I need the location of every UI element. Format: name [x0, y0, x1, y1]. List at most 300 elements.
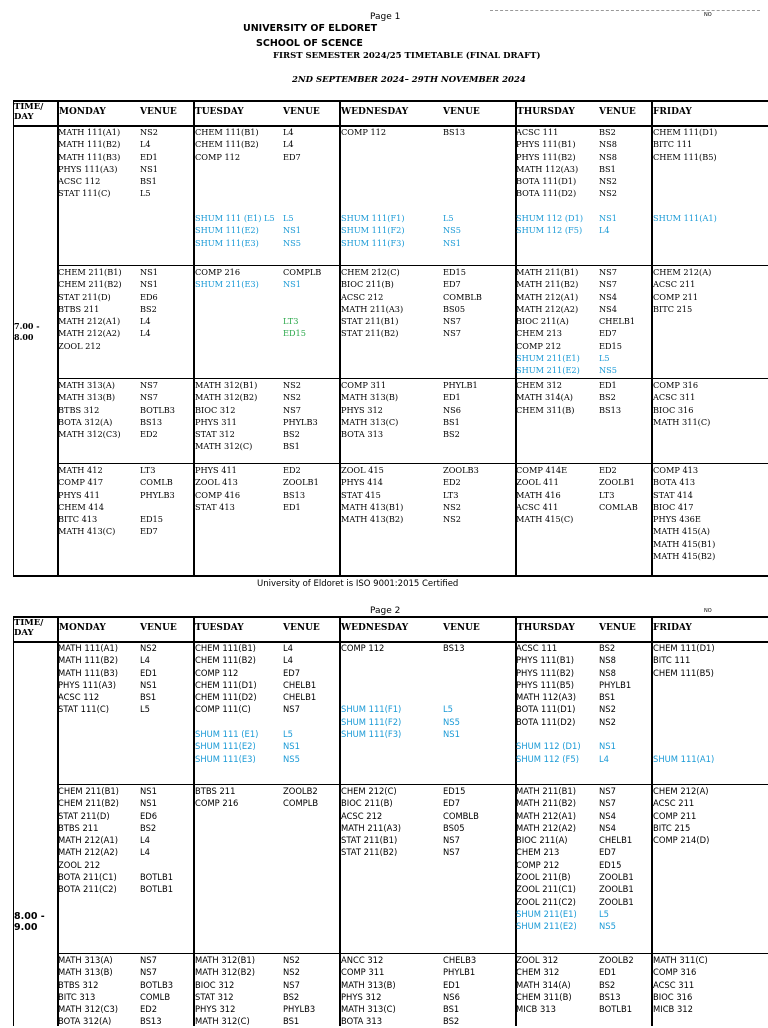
tuesday-venue: NS7	[283, 704, 300, 715]
wednesday-venue	[443, 175, 465, 187]
thursday-venue-cell	[599, 785, 634, 933]
tuesday-course: STAT 312	[195, 429, 235, 440]
thursday-venue: BS2	[599, 392, 616, 403]
wednesday-venue: BS05	[443, 303, 466, 314]
thursday-course: BOTA 111(D1)	[516, 176, 577, 187]
tuesday-venue: NS2	[283, 380, 301, 390]
venue-header: VENUE	[140, 107, 177, 117]
wednesday-venue: NS2	[443, 501, 461, 512]
tuesday-venue: L4	[283, 139, 294, 150]
thursday-venue: NS7	[599, 279, 617, 290]
monday-course: MATH 212(A2)	[58, 847, 118, 858]
footer-certification: University of Eldoret is ISO 9001:2015 Certified	[257, 579, 459, 589]
tuesday-venue: NS1	[283, 225, 301, 236]
wednesday-venue: ED7	[443, 798, 461, 809]
wednesday-venue: COMBLB	[443, 810, 479, 821]
tuesday-venue: ED2	[283, 465, 301, 475]
monday-venue: L5	[140, 704, 150, 715]
thursday-course-cell	[516, 126, 583, 237]
thursday-header: THURSDAY	[517, 623, 575, 633]
tuesday-venue: CHELB1	[283, 679, 317, 690]
wednesday-course	[341, 679, 401, 691]
thursday-venue: NS4	[599, 810, 616, 821]
wednesday-course: STAT 211(B1)	[341, 835, 398, 846]
tuesday-course: MATH 312(C)	[195, 441, 253, 452]
wednesday-venue	[443, 667, 465, 679]
wednesday-course-cell	[341, 464, 403, 525]
thursday-course: COMP 414E	[516, 465, 568, 475]
friday-course	[653, 679, 715, 691]
friday-course: ACSC 311	[653, 392, 696, 403]
wednesday-venue: LT3	[443, 489, 459, 500]
tuesday-venue-cell	[283, 954, 315, 1028]
monday-venue-cell	[140, 379, 175, 440]
tuesday-course-cell	[195, 954, 255, 1028]
thursday-venue	[599, 728, 631, 740]
wednesday-course: SHUM 111(F1)	[341, 704, 402, 715]
tuesday-header: TUESDAY	[195, 107, 244, 117]
wednesday-venue: ED2	[443, 477, 461, 488]
friday-course	[653, 163, 717, 175]
wednesday-venue: NS7	[443, 847, 460, 858]
friday-course: MATH 311(C)	[653, 416, 711, 427]
wednesday-course-cell	[341, 266, 403, 340]
monday-course: MATH 313(A)	[58, 380, 115, 390]
tuesday-course: CHEM 111(B1)	[195, 127, 259, 137]
wednesday-venue: ZOOLB3	[443, 465, 479, 475]
thursday-venue: NS1	[599, 213, 617, 224]
friday-course-cell	[653, 785, 709, 846]
venue-header: VENUE	[283, 107, 320, 117]
thursday-course: BOTA 111(D2)	[516, 716, 576, 727]
tuesday-course: COMP 112	[195, 151, 241, 162]
thursday-venue: NS7	[599, 267, 617, 277]
tuesday-course-cell	[195, 642, 258, 765]
thursday-venue: L4	[599, 753, 609, 764]
university-title: UNIVERSITY OF ELDORET	[243, 23, 378, 34]
tuesday-course: CHEM 111(D1)	[195, 679, 257, 690]
wednesday-venue	[443, 187, 465, 199]
thursday-course: MATH 212(A1)	[516, 810, 576, 821]
thursday-course: MATH 416	[516, 489, 561, 500]
thursday-venue: NS8	[599, 139, 617, 150]
wednesday-header: WEDNESDAY	[341, 107, 409, 117]
wednesday-course: SHUM 111(F2)	[341, 225, 405, 236]
thursday-course: ACSC 111	[516, 127, 559, 137]
friday-course-cell	[653, 464, 715, 562]
wednesday-venue: ED1	[443, 392, 461, 403]
monday-venue	[140, 859, 173, 871]
wednesday-course: SHUM 111(F3)	[341, 237, 405, 248]
thursday-venue: ED2	[599, 465, 617, 475]
friday-course: CHEM 111(D1)	[653, 643, 715, 653]
monday-venue-cell	[140, 642, 157, 716]
tuesday-course: MATH 312(B1)	[195, 955, 255, 965]
tuesday-venue: ED7	[283, 151, 301, 162]
thursday-venue: NS2	[599, 716, 616, 727]
thursday-course: BIOC 211(A)	[516, 316, 569, 327]
tuesday-course: COMP 112	[195, 667, 239, 678]
monday-venue: L4	[140, 139, 151, 150]
thursday-course: BIOC 211(A)	[516, 835, 568, 846]
monday-venue: BOTLB1	[140, 884, 174, 895]
wednesday-course	[341, 667, 401, 679]
friday-course: BOTA 413	[653, 477, 696, 488]
friday-course: ACSC 211	[653, 279, 696, 290]
monday-course: ACSC 112	[58, 176, 101, 187]
monday-course: MATH 111(A1)	[58, 127, 121, 137]
monday-venue: L5	[140, 188, 151, 199]
thursday-venue: BS2	[599, 643, 616, 653]
wednesday-venue: CHELB3	[443, 955, 477, 965]
wednesday-course: SHUM 111(F2)	[341, 716, 402, 727]
thursday-course: MATH 415(C)	[516, 514, 574, 525]
thursday-course: MICB 313	[516, 1004, 556, 1015]
thursday-course: MATH 212(A2)	[516, 303, 579, 314]
wednesday-course: MATH 211(A3)	[341, 303, 404, 314]
monday-venue: BS1	[140, 176, 157, 187]
monday-venue: NS1	[140, 798, 157, 809]
monday-venue: NS1	[140, 786, 157, 796]
monday-course: STAT 211(D)	[58, 291, 111, 302]
wednesday-venue: BS2	[443, 1016, 460, 1027]
thursday-venue-cell	[599, 126, 617, 237]
friday-course	[653, 728, 715, 740]
thursday-course: MATH 314(A)	[516, 979, 571, 990]
friday-course: STAT 414	[653, 489, 693, 500]
tuesday-venue: NS7	[283, 979, 300, 990]
wednesday-course: BOTA 313	[341, 1016, 383, 1027]
friday-header: FRIDAY	[653, 107, 692, 117]
wednesday-course-cell	[341, 126, 405, 249]
wednesday-course: MATH 313(C)	[341, 416, 399, 427]
venue-header: VENUE	[443, 107, 480, 117]
friday-course: COMP 316	[653, 967, 697, 978]
wednesday-venue	[443, 679, 465, 691]
friday-course: MATH 415(B1)	[653, 538, 716, 549]
thursday-course: MATH 211(B1)	[516, 786, 576, 796]
monday-venue: NS1	[140, 279, 158, 290]
thursday-venue: CHELB1	[599, 316, 636, 327]
monday-venue: ED15	[140, 514, 163, 525]
thursday-course: PHYS 111(B2)	[516, 667, 575, 678]
monday-course: MATH 111(A1)	[58, 643, 118, 653]
tuesday-course: SHUM 111(E2)	[195, 225, 259, 236]
wednesday-venue: BS05	[443, 822, 465, 833]
friday-course: PHYS 436E	[653, 514, 701, 525]
wednesday-course-cell	[341, 785, 401, 859]
timetable-page-2	[0, 600, 768, 1027]
thursday-venue: CHELB1	[599, 835, 633, 846]
wednesday-course	[341, 138, 405, 150]
friday-course-cell	[653, 126, 717, 224]
no-mark: NO	[704, 12, 712, 18]
tuesday-course: STAT 312	[195, 991, 234, 1002]
wednesday-course: COMP 311	[341, 380, 387, 390]
wednesday-venue: ED15	[443, 267, 466, 277]
monday-course: BOTA 312(A)	[58, 1016, 112, 1027]
tuesday-course: SHUM 211(E3)	[195, 279, 259, 290]
friday-course: BIOC 417	[653, 501, 694, 512]
thursday-venue	[599, 200, 617, 212]
venue-header: VENUE	[443, 623, 480, 633]
tuesday-course: MATH 312(C)	[195, 1016, 250, 1027]
monday-course: MATH 111(B2)	[58, 139, 121, 150]
wednesday-course: COMP 311	[341, 967, 385, 978]
friday-course: BIOC 316	[653, 991, 693, 1002]
thursday-course: SHUM 112 (F5)	[516, 225, 583, 236]
tuesday-course	[195, 200, 275, 212]
monday-course: BITC 413	[58, 514, 98, 525]
wednesday-course	[341, 163, 405, 175]
monday-venue: BS13	[140, 1016, 162, 1027]
monday-course: MATH 313(B)	[58, 392, 116, 403]
thursday-venue: BS1	[599, 692, 616, 703]
wednesday-venue: NS5	[443, 716, 460, 727]
tuesday-course: CHEM 111(B2)	[195, 655, 256, 666]
thursday-course: CHEM 311(B)	[516, 404, 575, 415]
tuesday-course: BIOC 312	[195, 404, 236, 415]
wednesday-venue: NS6	[443, 991, 460, 1002]
wednesday-venue: NS7	[443, 316, 461, 327]
thursday-course: BOTA 111(D1)	[516, 704, 576, 715]
wednesday-course-cell	[341, 642, 401, 740]
monday-venue: NS2	[140, 643, 157, 653]
friday-course: MATH 415(A)	[653, 526, 710, 537]
tuesday-header: TUESDAY	[195, 623, 244, 633]
friday-course	[653, 200, 717, 212]
thursday-course: ZOOL 411	[516, 477, 559, 488]
monday-venue: ED2	[140, 429, 158, 440]
thursday-course: SHUM 211(E2)	[516, 921, 577, 932]
tuesday-venue	[283, 187, 301, 199]
wednesday-course: CHEM 212(C)	[341, 267, 400, 277]
tuesday-venue: NS7	[283, 404, 301, 415]
tuesday-course: SHUM 111(E3)	[195, 237, 259, 248]
monday-course-cell	[58, 642, 118, 716]
monday-course: MATH 212(A1)	[58, 835, 118, 846]
monday-course-cell	[58, 464, 115, 538]
monday-course: BTBS 312	[58, 404, 100, 415]
wednesday-course	[341, 200, 405, 212]
tuesday-course: COMP 111(C)	[195, 704, 251, 715]
venue-header: VENUE	[140, 623, 177, 633]
wednesday-venue: BS13	[443, 643, 465, 653]
tuesday-venue-cell	[283, 464, 319, 513]
monday-course: PHYS 111(A3)	[58, 679, 117, 690]
thursday-venue: L5	[599, 353, 610, 364]
friday-course: MATH 415(B2)	[653, 551, 716, 562]
tuesday-venue: ZOOLB1	[283, 477, 319, 488]
tuesday-course: MATH 312(B2)	[195, 967, 255, 978]
thursday-venue: ZOOLB1	[599, 884, 634, 895]
wednesday-venue: ED15	[443, 786, 466, 796]
tuesday-course: BTBS 211	[195, 786, 236, 796]
monday-venue: BOTLB1	[140, 872, 174, 883]
thursday-course	[516, 728, 581, 740]
wednesday-course: MATH 313(B)	[341, 392, 399, 403]
tuesday-venue	[283, 200, 301, 212]
page-label: Page 2	[370, 606, 401, 616]
tuesday-venue: L5	[283, 213, 294, 224]
tuesday-venue: PHYLB3	[283, 416, 318, 427]
thursday-course: CHEM 312	[516, 380, 562, 390]
thursday-venue: NS5	[599, 921, 616, 932]
wednesday-venue: BS1	[443, 1004, 460, 1015]
tuesday-venue: COMPLB	[283, 798, 319, 809]
wednesday-course: SHUM 111(F3)	[341, 729, 402, 740]
tuesday-course: BIOC 312	[195, 979, 235, 990]
monday-venue: ED2	[140, 1004, 158, 1015]
thursday-venue: NS5	[599, 365, 617, 376]
wednesday-course	[341, 654, 401, 666]
monday-venue: NS1	[140, 267, 158, 277]
friday-course-cell	[653, 379, 710, 428]
tuesday-course-cell	[195, 785, 238, 810]
thursday-venue: ED1	[599, 380, 617, 390]
tuesday-venue: BS2	[283, 991, 300, 1002]
wednesday-venue-cell	[443, 642, 465, 740]
tuesday-venue: NS2	[283, 955, 300, 965]
friday-course: BITC 111	[653, 139, 693, 150]
tuesday-venue: BS1	[283, 441, 300, 452]
monday-venue: NS1	[140, 163, 158, 174]
thursday-venue: ZOOLB1	[599, 477, 635, 488]
friday-course	[653, 187, 717, 199]
tuesday-venue-cell	[283, 126, 301, 249]
thursday-venue: NS7	[599, 798, 616, 809]
timetable-table	[13, 100, 768, 577]
tuesday-venue-cell	[283, 642, 316, 765]
wednesday-course: STAT 211(B2)	[341, 328, 399, 339]
monday-course: BOTA 312(A)	[58, 416, 113, 427]
friday-course: CHEM 111(B5)	[653, 667, 714, 678]
monday-course: ZOOL 212	[58, 340, 101, 351]
tuesday-course-cell	[195, 266, 259, 291]
friday-course: COMP 211	[653, 810, 697, 821]
venue-header: VENUE	[599, 623, 636, 633]
monday-course-cell	[58, 379, 121, 440]
wednesday-venue: PHYLB1	[443, 967, 476, 978]
wednesday-venue: NS7	[443, 835, 460, 846]
tuesday-venue: ED15	[283, 328, 306, 339]
monday-course: BTBS 312	[58, 979, 99, 990]
friday-course	[653, 740, 715, 752]
tuesday-venue: NS2	[283, 967, 300, 978]
monday-course: ACSC 112	[58, 692, 100, 703]
wednesday-course: STAT 415	[341, 489, 381, 500]
monday-venue: L4	[140, 328, 151, 339]
monday-course: MATH 312(C3)	[58, 429, 121, 440]
time-day-header: TIME/ DAY	[14, 618, 44, 638]
time-slot: 8.00 - 9.00	[14, 911, 45, 933]
thursday-venue: ED15	[599, 340, 622, 351]
wednesday-course: ANCC 312	[341, 955, 384, 965]
wednesday-venue: L5	[443, 213, 454, 224]
wednesday-venue: COMBLB	[443, 291, 482, 302]
monday-course: STAT 211(D)	[58, 810, 110, 821]
tuesday-venue: ED7	[283, 667, 301, 678]
wednesday-venue: BS2	[443, 429, 460, 440]
monday-venue: NS7	[140, 967, 157, 978]
monday-course: MATH 313(A)	[58, 955, 113, 965]
tuesday-course: PHYS 311	[195, 416, 237, 427]
col-divider	[13, 616, 14, 1026]
wednesday-venue: NS6	[443, 404, 461, 415]
thursday-venue: L5	[599, 908, 609, 919]
wednesday-course	[341, 187, 405, 199]
thursday-venue: PHYLB1	[599, 679, 632, 690]
friday-course: CHEM 212(A)	[653, 786, 709, 796]
wednesday-course: COMP 112	[341, 127, 387, 137]
tuesday-course: SHUM 111(E3)	[195, 753, 256, 764]
venue-header: VENUE	[283, 623, 320, 633]
wednesday-course: BIOC 211(B)	[341, 798, 393, 809]
wednesday-venue: BS1	[443, 416, 460, 427]
thursday-course: CHEM 311(B)	[516, 991, 572, 1002]
tuesday-venue: L5	[283, 729, 293, 740]
thursday-venue: BOTLB1	[599, 1004, 633, 1015]
monday-venue: PHYLB3	[140, 489, 175, 500]
monday-course: CHEM 211(B1)	[58, 786, 119, 796]
friday-course: SHUM 111(A1)	[653, 753, 715, 764]
tuesday-course	[195, 175, 275, 187]
wednesday-course: MATH 313(B)	[341, 979, 396, 990]
wednesday-course: COMP 112	[341, 643, 385, 653]
wednesday-course: STAT 211(B2)	[341, 847, 398, 858]
wednesday-course: PHYS 312	[341, 991, 382, 1002]
monday-venue: NS7	[140, 380, 158, 390]
thursday-venue: NS4	[599, 291, 617, 302]
thursday-course: CHEM 213	[516, 328, 562, 339]
thursday-course: ZOOL 211(C2)	[516, 896, 576, 907]
thursday-course: ZOOL 211(C1)	[516, 884, 576, 895]
friday-course: CHEM 212(A)	[653, 267, 712, 277]
thursday-venue: BS2	[599, 127, 616, 137]
thursday-venue: ZOOLB2	[599, 955, 634, 965]
monday-venue: COMLB	[140, 477, 173, 488]
header-dashes	[490, 10, 760, 11]
tuesday-venue: LT3	[283, 316, 299, 327]
tuesday-course: COMP 416	[195, 489, 241, 500]
tuesday-venue: PHYLB3	[283, 1004, 316, 1015]
thursday-course: CHEM 213	[516, 847, 560, 858]
tuesday-course-cell	[195, 126, 275, 249]
wednesday-course: PHYS 414	[341, 477, 383, 488]
timetable-table	[13, 616, 768, 1026]
thursday-course: PHYS 111(B2)	[516, 151, 576, 162]
monday-course-cell	[58, 126, 120, 200]
monday-course: MATH 111(B3)	[58, 151, 121, 162]
table-border	[13, 100, 768, 102]
wednesday-venue	[443, 200, 465, 212]
thursday-course: PHYS 111(B1)	[516, 139, 576, 150]
wednesday-header: WEDNESDAY	[341, 623, 409, 633]
thursday-venue: BS1	[599, 163, 616, 174]
monday-course: PHYS 411	[58, 489, 100, 500]
tuesday-venue: BS13	[283, 489, 306, 500]
thursday-venue: NS1	[599, 741, 616, 752]
tuesday-venue	[283, 291, 321, 303]
thursday-course: CHEM 312	[516, 967, 560, 978]
thursday-venue: NS4	[599, 303, 617, 314]
friday-course: ACSC 211	[653, 798, 695, 809]
tuesday-course: CHEM 111(B1)	[195, 643, 256, 653]
monday-venue	[140, 501, 175, 513]
thursday-venue: NS8	[599, 667, 616, 678]
thursday-venue-cell	[599, 379, 621, 416]
wednesday-course: BIOC 211(B)	[341, 279, 394, 290]
